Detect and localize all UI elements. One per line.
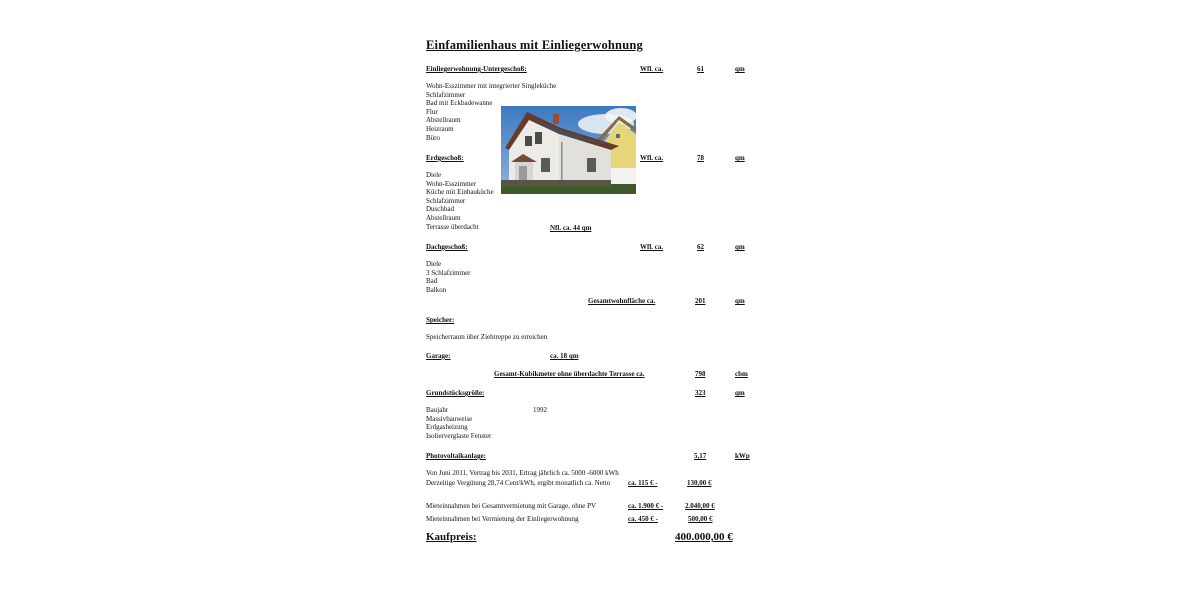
features-list [426, 406, 491, 440]
construction-year: 1992 [533, 406, 547, 414]
garage-heading: Garage: [426, 352, 451, 360]
rent-apartment-value: 500,00 € [688, 515, 713, 523]
plot-heading: Grundstücksgröße: [426, 389, 485, 397]
pv-value: 5,17 [694, 452, 707, 460]
rent-apartment-approx: ca. 450 € - [628, 515, 658, 523]
room-item: Abstellraum [426, 116, 461, 125]
speicher-text: Speicherraum über Ziehtreppe zu erreichen [426, 333, 548, 341]
room-item: Büro [426, 133, 440, 142]
room-item: Flur [426, 107, 438, 116]
room-item: Wohn-Esszimmer [426, 179, 476, 188]
room-item: Balkon [426, 285, 447, 294]
untergeschoss-area-value: 61 [697, 65, 704, 73]
pv-contract-text: Von Juni 2011, Vertrag bis 2031, Ertrag jährlich ca. 5000 -6000 kWh [426, 469, 619, 477]
feature-item: Isolierverglaste Fenster [426, 431, 492, 440]
untergeschoss-unit: qm [735, 65, 745, 73]
speicher-heading: Speicher: [426, 316, 455, 324]
pv-compensation-approx: ca. 115 € - [628, 479, 658, 487]
garage-area: ca. 18 qm [550, 352, 579, 360]
feature-item: Massivbauweise [426, 414, 473, 423]
room-item: Abstellraum [426, 213, 461, 222]
dachgeschoss-room-list [426, 260, 471, 294]
volume-value: 798 [695, 370, 706, 378]
rent-full-value: 2.040,00 € [685, 502, 715, 510]
untergeschoss-area-label: Wfl. ca. [640, 65, 664, 73]
dachgeschoss-heading: Dachgeschoß: [426, 243, 468, 251]
room-item: Bad mit Eckbadewanne [426, 99, 493, 108]
room-item: Diele [426, 260, 442, 268]
dachgeschoss-unit: qm [735, 243, 745, 251]
feature-item: Erdgasheizung [426, 423, 468, 432]
room-item: Heizraum [426, 124, 454, 133]
erdgeschoss-unit: qm [735, 154, 745, 162]
room-item: Diele [426, 171, 442, 179]
total-living-area-unit: qm [735, 297, 745, 305]
room-item: Bad [426, 277, 438, 286]
volume-unit: cbm [735, 370, 748, 378]
rent-full-approx: ca. 1.900 € - [628, 502, 664, 510]
rent-full-label: Mieteinnahmen bei Gesamtvermietung mit Garage, ohne PV [426, 502, 597, 510]
erdgeschoss-room-list [426, 171, 494, 231]
pv-compensation-value: 130,00 € [687, 479, 712, 487]
erdgeschoss-area-label: Wfl. ca. [640, 154, 664, 162]
rent-apartment-label: Mieteinnahmen bei Vermietung der Einliegerwohnung [426, 515, 579, 523]
room-item: Wohn-Esszimmer mit integrierter Singleküche [426, 82, 557, 90]
pv-compensation-text: Derzeitige Vergütung 28,74 Cent/kWh, ergibt monatlich ca. Netto [426, 479, 611, 487]
plot-value: 323 [695, 389, 706, 397]
total-living-area-label: Gesamtwohnfläche ca. [588, 297, 656, 305]
room-item: Terrasse überdacht [426, 222, 479, 231]
erdgeschoss-heading: Erdgeschoß: [426, 154, 464, 162]
room-item: Schlafzimmer [426, 90, 466, 99]
page-title: Einfamilienhaus mit Einliegerwohnung [426, 38, 643, 52]
price-label: Kaufpreis: [426, 531, 477, 543]
room-item: 3 Schlafzimmer [426, 268, 471, 277]
house-photo [501, 106, 636, 194]
room-item: Duschbad [426, 205, 454, 214]
plot-unit: qm [735, 389, 745, 397]
untergeschoss-heading: Einliegerwohnung-Untergeschoß: [426, 65, 527, 73]
volume-label: Gesamt-Kubikmeter ohne überdachte Terrasse ca. [494, 370, 645, 378]
pv-unit: kWp [735, 452, 750, 460]
erdgeschoss-area-value: 78 [697, 154, 704, 162]
terrace-area-note: Nfl. ca. 44 qm [550, 224, 592, 232]
dachgeschoss-area-value: 62 [697, 243, 704, 251]
room-item: Schlafzimmer [426, 196, 466, 205]
room-item: Küche mit Einbauküche [426, 188, 494, 197]
feature-item: Baujahr [426, 406, 449, 414]
dachgeschoss-area-label: Wfl. ca. [640, 243, 664, 251]
pv-heading: Photovoltaikanlage: [426, 452, 486, 460]
price-value: 400.000,00 € [675, 531, 733, 543]
total-living-area-value: 201 [695, 297, 706, 305]
